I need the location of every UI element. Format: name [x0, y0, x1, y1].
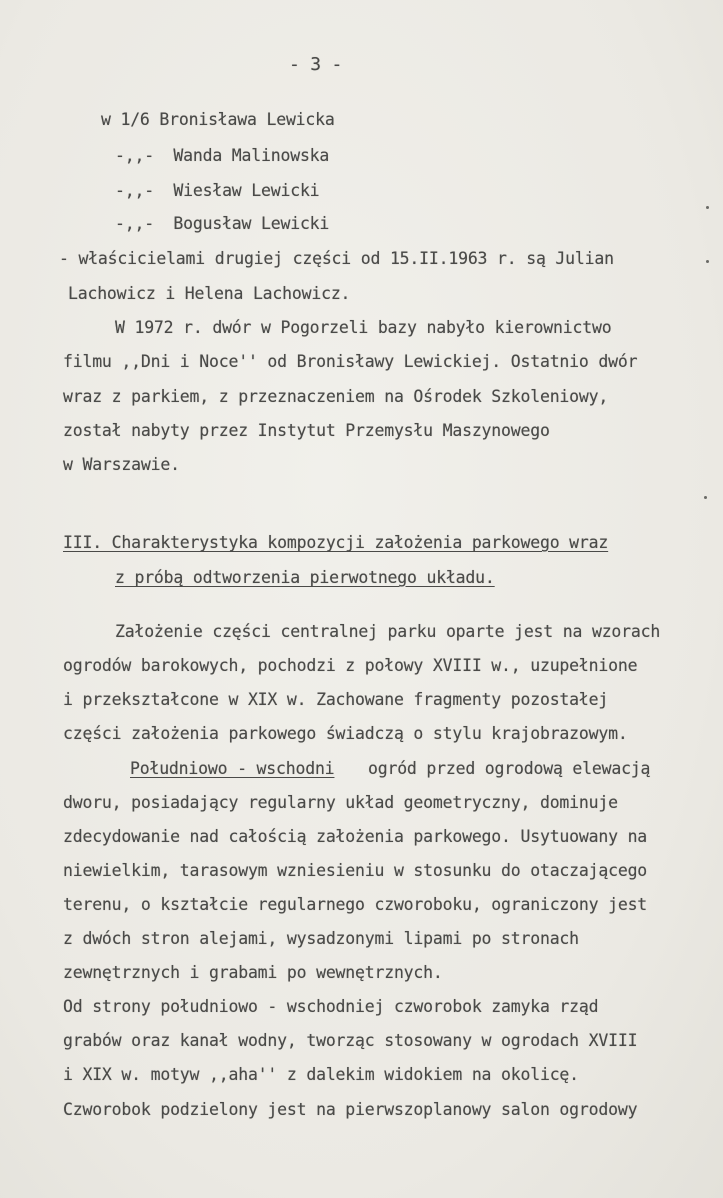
text-line: wraz z parkiem, z przeznaczeniem na Ośrodek Szkoleniowy,: [63, 387, 609, 406]
margin-speck: [706, 206, 709, 209]
text-line: i przekształcone w XIX w. Zachowane fragmenty pozostałej: [63, 690, 609, 709]
text-line: Od strony południowo - wschodniej czworobok zamyka rząd: [63, 997, 599, 1016]
text-line: części założenia parkowego świadczą o stylu krajobrazowym.: [63, 724, 628, 743]
text-line: został nabyty przez Instytut Przemysłu Maszynowego: [63, 421, 550, 440]
text-line: dworu, posiadający regularny układ geometryczny, dominuje: [63, 793, 618, 812]
text-line: Założenie części centralnej parku oparte jest na wzorach: [115, 622, 661, 641]
page-number: - 3 -: [289, 54, 343, 75]
text-line: i XIX w. motyw ,,aha'' z dalekim widokiem na okolicę.: [63, 1065, 579, 1084]
text-line: grabów oraz kanał wodny, tworząc stosowany w ogrodach XVIII: [63, 1031, 638, 1050]
text-line: filmu ,,Dni i Noce'' od Bronisławy Lewickiej. Ostatnio dwór: [63, 352, 638, 371]
text-line: terenu, o kształcie regularnego czworoboku, ograniczony jest: [63, 895, 648, 914]
text-line: w Warszawie.: [63, 455, 180, 474]
text-line: W 1972 r. dwór w Pogorzeli bazy nabyło kierownictwo: [115, 318, 612, 337]
text-line: - właścicielami drugiej części od 15.II.1963 r. są Julian: [59, 249, 614, 268]
section-heading: III. Charakterystyka kompozycji założenia parkowego wraz: [63, 533, 609, 552]
owner-line: -,,- Wanda Malinowska: [115, 146, 330, 165]
owner-line: w 1/6 Bronisława Lewicka: [101, 110, 335, 129]
text-line: ogród przed ogrodową elewacją: [368, 759, 651, 778]
margin-speck: [706, 260, 709, 263]
text-line: ogrodów barokowych, pochodzi z połowy XVIII w., uzupełnione: [63, 656, 638, 675]
text-line: Czworobok podzielony jest na pierwszoplanowy salon ogrodowy: [63, 1100, 638, 1119]
text-line: zdecydowanie nad całością założenia parkowego. Usytuowany na: [63, 827, 648, 846]
text-line: zewnętrznych i grabami po wewnętrznych.: [63, 963, 443, 982]
owner-line: -,,- Bogusław Lewicki: [115, 214, 330, 233]
text-line: niewielkim, tarasowym wzniesieniu w stosunku do otaczającego: [63, 861, 648, 880]
section-heading: z próbą odtworzenia pierwotnego układu.: [115, 568, 495, 587]
text-line: Lachowicz i Helena Lachowicz.: [68, 284, 351, 303]
underlined-phrase: Południowo - wschodni: [130, 759, 335, 778]
margin-speck: [704, 496, 707, 499]
owner-line: -,,- Wiesław Lewicki: [115, 181, 320, 200]
text-line: z dwóch stron alejami, wysadzonymi lipami po stronach: [63, 929, 579, 948]
